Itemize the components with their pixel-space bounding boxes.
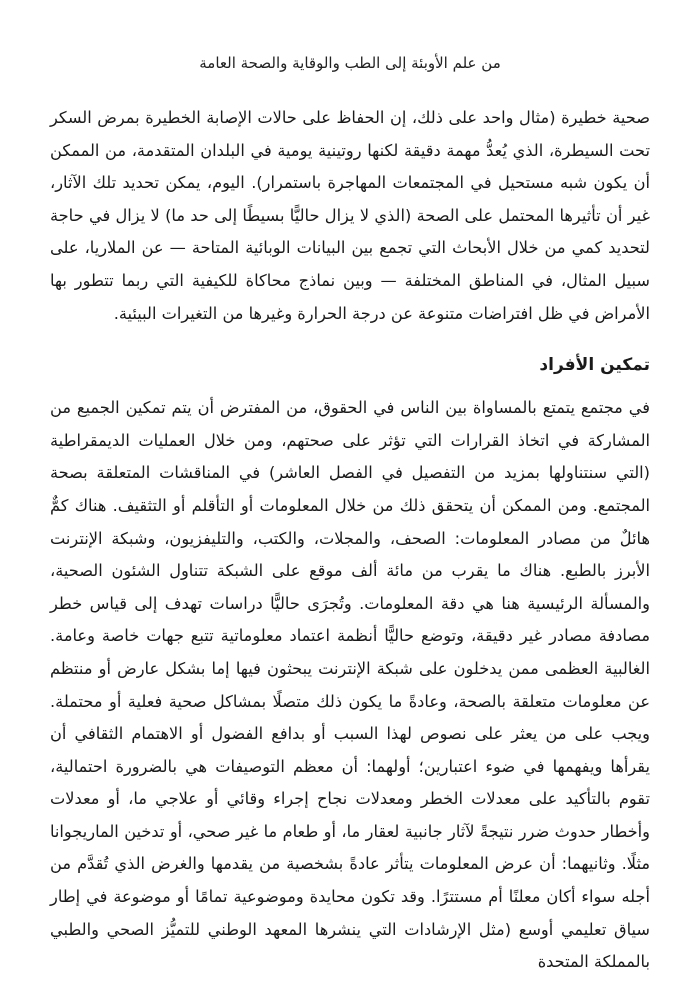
section-heading: تمكين الأفراد bbox=[539, 355, 650, 376]
body-paragraph-2: في مجتمع يتمتع بالمساواة بين الناس في الحقوق، من المفترض أن يتم تمكين الجميع من المشاركة في اتخاذ القرارات التي تؤثر على صحتهم، ومن خلال العمليات الديمقراطية (التي سنتناولها بمزيد من التفصيل في الفصل العاشر) في المناقشات المتعلقة بصحة المجتمع. ومن الممكن أن يتحقق ذلك من خلال المعلومات أو التأقلم أو التثقيف. هناك كمٌّ هائلٌ من مصادر المعلومات: الصحف، والمجلات، والكتب، والتليفزيون، وشبكة الإنترنت الأبرز بالطبع. هناك ما يقرب من مائة ألف موقع على الشبكة تتناول الشئون الصحية، والمسألة الرئيسية هنا هي دقة المعلومات. وتُجرَى حاليًّا دراسات تهدف إلى قياس خطر مصادفة مصادر غير دقيقة، وتوضع حاليًّا أنظمة اعتماد معلوماتية تتبع جهات خاصة وعامة. الغالبية العظمى ممن يدخلون على شبكة الإنترنت يبحثون فيها إما بشكل عارض أو منتظم عن معلومات متعلقة بالصحة، وعادةً ما يكون ذلك متصلًا بمشاكل صحية فعلية أو محتملة. ويجب على من يعثر على نصوص لهذا السبب أو بدافع الفضول أو الاهتمام الثقافي أن يقرأها ويفهمها في ضوء اعتبارين؛ أولهما: أن معظم التوصيفات هي بالضرورة احتمالية، تقوم بالتأكيد على معدلات الخطر ومعدلات نجاح إجراء وقائي أو علاجي ما، أو معدلات وأخطار حدوث ضرر نتيجةً لآثار جانبية لعقار ما، أو طعام ما غير صحي، أو تدخين الماريجوانا مثلًا. وثانيهما: أن عرض المعلومات يتأثر عادةً بشخصية من يقدمها والغرض الذي تُقدَّم من أجله سواء أكان معلنًا أم مستترًا. وقد تكون محايدة وموضوعية تمامًا أو موضوعة في إطار سياق تعليمي أوسع (مثل الإرشادات التي ينشرها المعهد الوطني للتميُّز الصحي والطبي بالمملكة المتحدة bbox=[50, 398, 650, 972]
body-paragraph-1: صحية خطيرة (مثال واحد على ذلك، إن الحفاظ على حالات الإصابة الخطيرة بمرض السكر تحت السيطرة، الذي يُعدُّ مهمة دقيقة لكنها روتينية يومية في البلدان المتقدمة، من الممكن أن يكون شبه مستحيل في المجتمعات المهاجرة باستمرار). اليوم، يمكن تحديد تلك الآثار، غير أن تأثيرها المحتمل على الصحة (الذي لا يزال حاليًّا بسيطًا إلى حد ما) لا يزال في حاجة لتحديد كمي من خلال الأبحاث التي تجمع بين البيانات الوبائية المتاحة — عن الملاريا، على سبيل المثال، في المناطق المختلفة — وبين نماذج محاكاة للكيفية التي ربما تتطور بها الأمراض في ظل افتراضات متنوعة عن درجة الحرارة وغيرها من التغيرات البيئية. bbox=[50, 108, 650, 323]
running-header: من علم الأوبئة إلى الطب والوقاية والصحة العامة bbox=[199, 54, 501, 72]
